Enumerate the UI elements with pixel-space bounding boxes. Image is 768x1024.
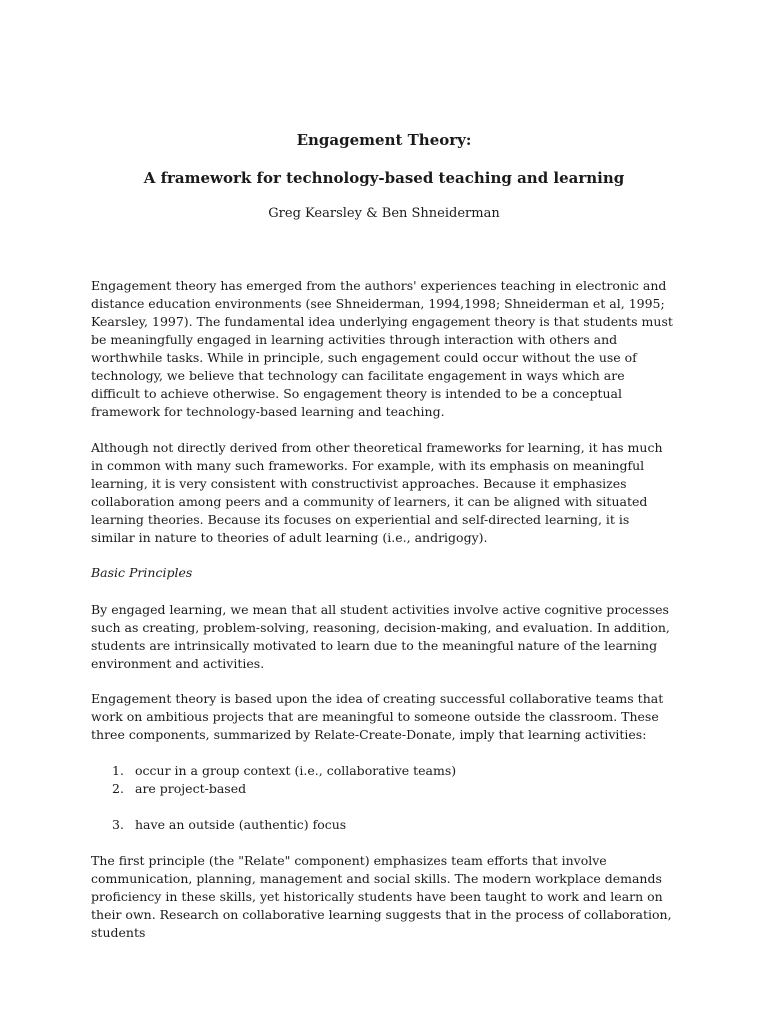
paragraph-frameworks: Although not directly derived from other theoretical frameworks for learning, it has much in common with many such frameworks. For example, with its emphasis on meaningful learning, it is very consistent with constructivist approaches. Because it emphasizes collaboration among peers and a community of learners, it can be aligned with situated learning theories. Because its focuses on experiential and self-directed learning, it is similar in nature to theories of adult learning (i.e., andrigogy). [91,440,663,545]
paragraph-collaborative-teams: Engagement theory is based upon the idea of creating successful collaborative teams that work on ambitious projects that are meaningful to someone outside the classroom. These three components, summarized by Relate-Create-Donate, imply that learning activities: [91,691,664,742]
principles-list [112,762,672,798]
list-item-number: 1. [112,763,124,778]
list-item [112,780,672,798]
list-item-text: have an outside (authentic) focus [135,817,347,832]
paragraph-relate-component: The first principle (the "Relate" component) emphasizes team efforts that involve communication, planning, management and social skills. The modern workplace demands proficiency in these skills, yet historically students have been taught to work and learn on their own. Research on collaborative learning suggests that in the process of collaboration, students [91,853,672,940]
list-item [112,816,672,834]
list-item [112,762,672,780]
principles-list-continued [112,816,672,834]
paragraph-intro: Engagement theory has emerged from the authors' experiences teaching in electronic and distance education environments (see Shneiderman, 1994,1998; Shneiderman et al, 1995; Kearsley, 1997). The fundamental idea underlying engagement theory is that students must be meaningfully engaged in learning activities through interaction with others and worthwhile tasks. While in principle, such engagement could occur without the use of technology, we believe that technology can facilitate engagement in ways which are difficult to achieve otherwise. So engagement theory is intended to be a conceptual framework for technology-based learning and teaching. [91,278,673,419]
paragraph-engaged-learning: By engaged learning, we mean that all student activities involve active cognitive processes such as creating, problem-solving, reasoning, decision-making, and evaluation. In addition, students are intrinsically motivated to learn due to the meaningful nature of the learning environment and activities. [91,602,670,671]
document-authors: Greg Kearsley & Ben Shneiderman [268,206,500,221]
list-item-text: occur in a group context (i.e., collaborative teams) [135,763,457,778]
list-item-number: 2. [112,781,124,796]
list-item-number: 3. [112,817,124,832]
section-heading-basic-principles: Basic Principles [91,565,193,580]
list-item-text: are project-based [135,781,247,796]
document-subtitle: A framework for technology-based teaching and learning [143,169,625,187]
document-title: Engagement Theory: [296,131,472,149]
